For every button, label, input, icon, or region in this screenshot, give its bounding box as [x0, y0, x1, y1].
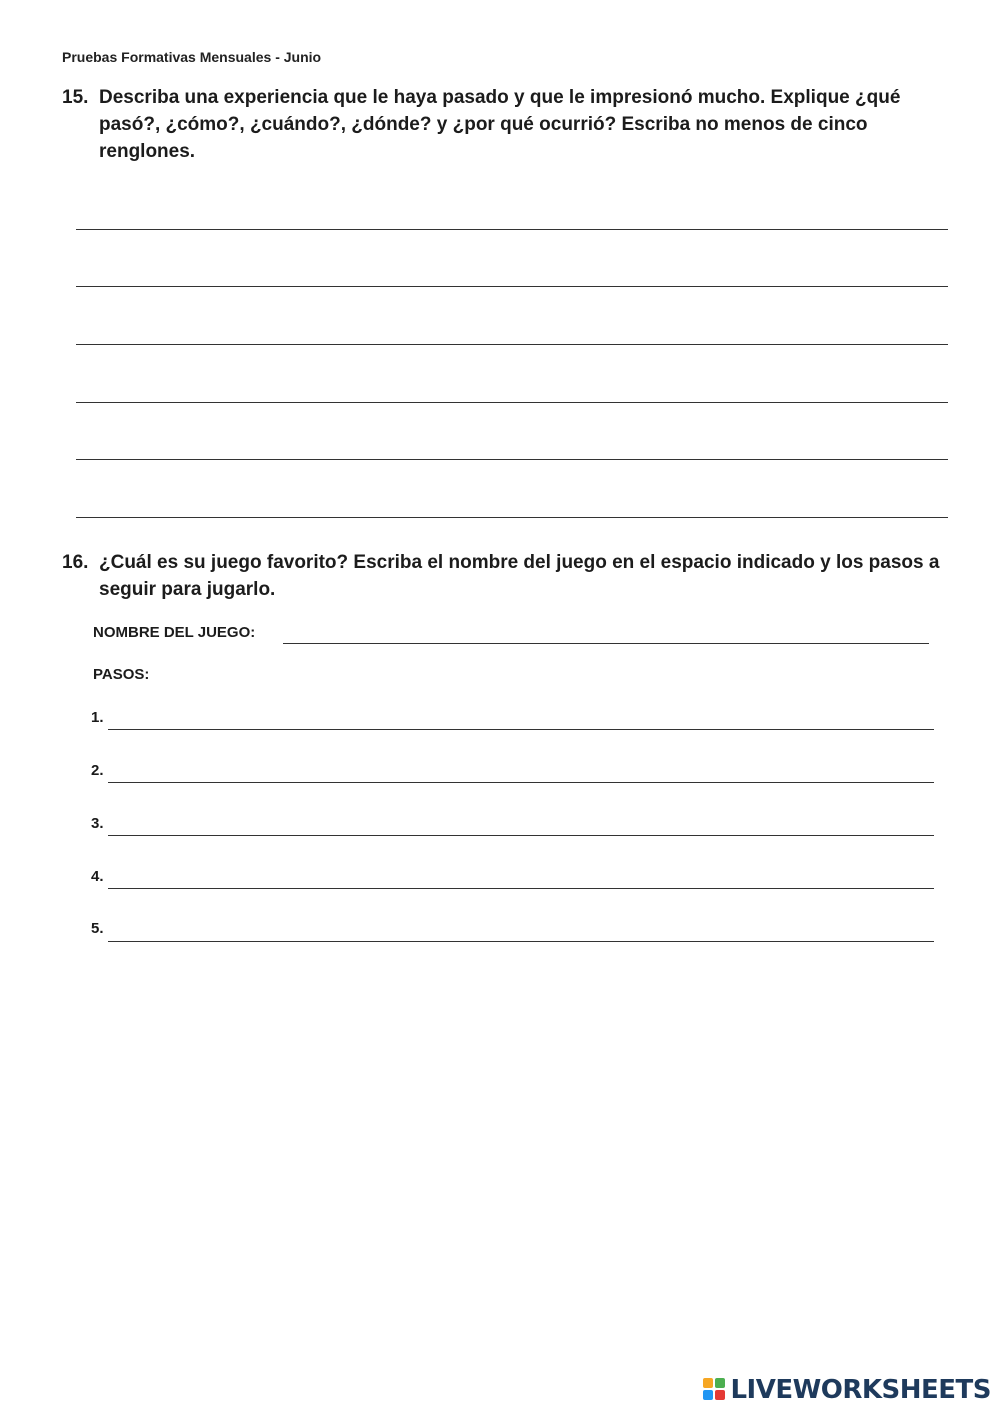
step-number-2: 2. — [91, 762, 104, 779]
question-16 — [62, 549, 947, 603]
answer-line-6[interactable] — [76, 517, 948, 518]
answer-line-2[interactable] — [76, 286, 948, 287]
answer-line-5[interactable] — [76, 459, 948, 460]
step-number-1: 1. — [91, 709, 104, 726]
document-header: Pruebas Formativas Mensuales - Junio — [62, 49, 322, 65]
step-number-3: 3. — [91, 815, 104, 832]
question-15 — [62, 84, 947, 165]
question-16-text: ¿Cuál es su juego favorito? Escriba el nombre del juego en el espacio indicado y los pasos a seguir para jugarlo. — [99, 552, 940, 600]
step-line-4[interactable] — [108, 888, 934, 889]
liveworksheets-brand — [703, 1375, 991, 1405]
step-line-5[interactable] — [108, 941, 934, 942]
liveworksheets-wordmark: LIVEWORKSHEETS — [730, 1375, 991, 1405]
question-15-number: 15. — [62, 87, 89, 108]
liveworksheets-logo-icon — [703, 1378, 727, 1402]
answer-line-1[interactable] — [76, 229, 948, 230]
game-name-line[interactable] — [283, 643, 929, 644]
step-line-2[interactable] — [108, 782, 934, 783]
game-name-label: NOMBRE DEL JUEGO: — [93, 624, 256, 641]
step-line-1[interactable] — [108, 729, 934, 730]
step-number-5: 5. — [91, 920, 104, 937]
step-line-3[interactable] — [108, 835, 934, 836]
step-number-4: 4. — [91, 868, 104, 885]
steps-label: PASOS: — [93, 666, 150, 683]
question-16-number: 16. — [62, 552, 89, 573]
question-15-text: Describa una experiencia que le haya pasado y que le impresionó mucho. Explique ¿qué pasó?, ¿cómo?, ¿cuándo?, ¿dónde? y ¿por qué ocurrió? Escriba no menos de cinco renglones. — [99, 87, 901, 162]
answer-line-4[interactable] — [76, 402, 948, 403]
answer-line-3[interactable] — [76, 344, 948, 345]
